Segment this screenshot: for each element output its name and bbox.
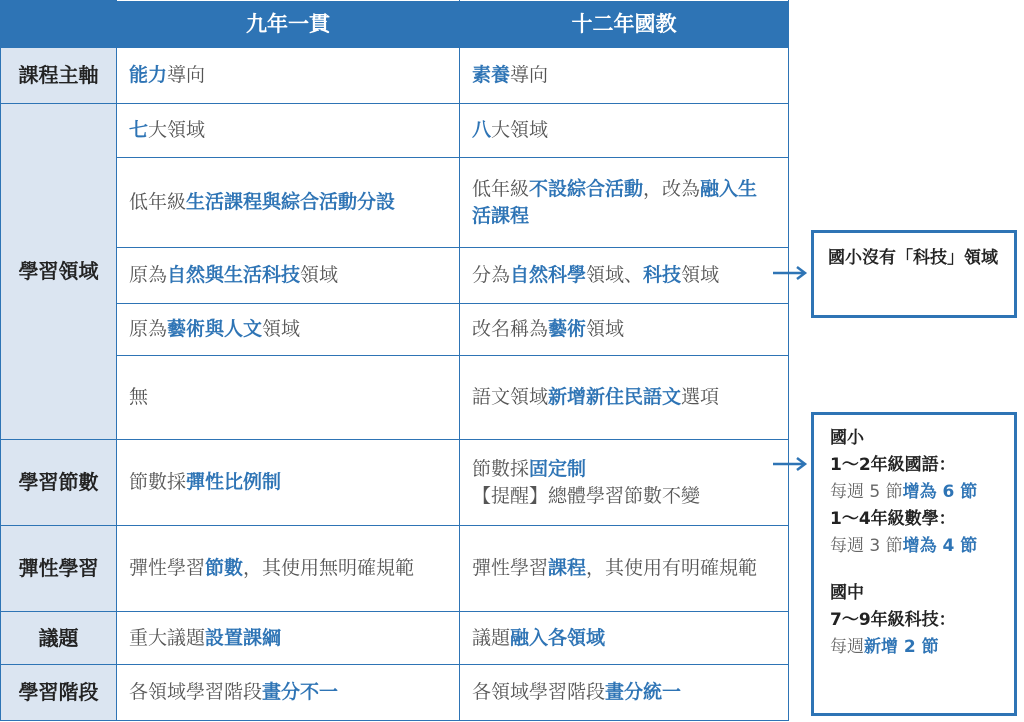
header-nine-year: 九年一貫 — [117, 1, 460, 48]
cell-nine-arts — [117, 304, 460, 356]
cell-twelve-issues — [460, 612, 789, 665]
cell-nine-domains — [117, 104, 460, 158]
cell-text: 彈性學習 — [129, 557, 206, 579]
cell-text: 節數採 — [472, 457, 530, 480]
highlight-text: 課程 — [548, 557, 587, 579]
row-header-issues: 議題 — [1, 612, 117, 665]
note-elementary-title: 國小 — [830, 428, 864, 448]
header-twelve-year: 十二年國教 — [460, 1, 789, 48]
cell-nine-issues — [117, 612, 460, 665]
highlight-text: 素養 — [472, 64, 511, 86]
highlight-text: 固定制 — [529, 457, 587, 480]
highlight-text: 融入各領域 — [510, 626, 606, 649]
cell-text: 語文領域 — [472, 386, 549, 408]
cell-text: 議題 — [472, 626, 511, 649]
highlight-text: 融入生活課程 — [472, 177, 758, 227]
table-row — [1, 48, 789, 104]
cell-text: 大領域 — [491, 119, 549, 141]
table-row — [1, 612, 789, 665]
highlight-text: 八 — [472, 119, 492, 141]
cell-text: 領域 — [586, 318, 625, 340]
table-row — [1, 356, 789, 440]
cell-nine-lower-grade — [117, 158, 460, 248]
highlight-text: 彈性比例制 — [186, 471, 282, 493]
cell-text: 各領域學習階段 — [129, 681, 263, 703]
cell-text: 大領域 — [148, 119, 206, 141]
highlight-text: 科技 — [643, 264, 682, 286]
cell-text: 重大議題 — [129, 626, 206, 649]
highlight-text: 增為 6 節 — [902, 482, 978, 502]
cell-text: 分為 — [472, 264, 511, 286]
cell-twelve-lower-grade — [460, 158, 789, 248]
highlight-text: 藝術與人文 — [167, 318, 263, 340]
cell-nine-science — [117, 248, 460, 304]
table-row — [1, 304, 789, 356]
cell-text: 領域 — [300, 264, 339, 286]
cell-text: 導向 — [510, 64, 549, 86]
cell-twelve-language — [460, 356, 789, 440]
cell-twelve-science — [460, 248, 789, 304]
note-grade12-title: 1～2年級國語： — [830, 455, 956, 475]
cell-text: 低年級 — [472, 177, 530, 200]
row-header-learning-domain: 學習領域 — [1, 104, 117, 440]
cell-text: 節數採 — [129, 471, 187, 493]
cell-text: 領域 — [262, 318, 301, 340]
cell-text: ，改為 — [643, 177, 701, 200]
cell-text: 彈性學習 — [472, 557, 549, 579]
table-corner — [1, 1, 117, 48]
cell-text: 各領域學習階段 — [472, 681, 606, 703]
cell-twelve-flexible — [460, 526, 789, 612]
highlight-text: 藝術 — [548, 318, 587, 340]
row-header-flexible-learning: 彈性學習 — [1, 526, 117, 612]
table-row — [1, 158, 789, 248]
table-row — [1, 440, 789, 526]
cell-twelve-domains — [460, 104, 789, 158]
highlight-text: 節數 — [205, 557, 244, 579]
cell-nine-stage — [117, 665, 460, 721]
highlight-text: 生活課程與綜合活動分設 — [186, 191, 396, 213]
highlight-text: 新增 2 節 — [864, 637, 939, 657]
note-grade12-detail — [830, 479, 998, 506]
cell-nine-flexible — [117, 526, 460, 612]
note-hours-change — [811, 412, 1017, 716]
table-row — [1, 526, 789, 612]
note-grade14-title: 1～4年級數學： — [830, 509, 956, 529]
highlight-text: 能力 — [129, 64, 168, 86]
cell-nine-curriculum — [117, 48, 460, 104]
highlight-text: 七 — [129, 119, 149, 141]
cell-nine-hours — [117, 440, 460, 526]
note-text: 每週 — [830, 637, 864, 657]
note-text: 每週 5 節 — [830, 482, 903, 502]
highlight-text: 新增新住民語文 — [548, 386, 682, 408]
highlight-text: 畫分統一 — [605, 681, 682, 703]
note-tech-text: 國小沒有「科技」領域 — [828, 248, 998, 268]
highlight-text: 畫分不一 — [262, 681, 339, 703]
cell-twelve-stage — [460, 665, 789, 721]
cell-text: ，其使用無明確規範 — [243, 557, 415, 579]
note-text: 每週 3 節 — [830, 536, 903, 556]
table-row — [1, 665, 789, 721]
cell-text: 低年級 — [129, 191, 187, 213]
highlight-text: 自然與生活科技 — [167, 264, 301, 286]
arrow-right-icon — [773, 265, 813, 281]
note-no-tech — [811, 230, 1017, 318]
cell-text: 選項 — [681, 386, 720, 408]
highlight-text: 增為 4 節 — [902, 536, 978, 556]
row-header-curriculum: 課程主軸 — [1, 48, 117, 104]
highlight-text: 自然科學 — [510, 264, 587, 286]
cell-text: 領域 — [681, 264, 720, 286]
cell-text: 導向 — [167, 64, 206, 86]
highlight-text: 不設綜合活動 — [529, 177, 644, 200]
cell-text: 原為 — [129, 264, 168, 286]
note-grade79-detail — [830, 634, 998, 661]
cell-nine-language: 無 — [117, 356, 460, 440]
table-row — [1, 248, 789, 304]
table-row — [1, 104, 789, 158]
cell-twelve-curriculum — [460, 48, 789, 104]
cell-text: ，其使用有明確規範 — [586, 557, 758, 579]
cell-twelve-hours — [460, 440, 789, 526]
cell-text: 原為 — [129, 318, 168, 340]
highlight-text: 設置課綱 — [205, 626, 282, 649]
arrow-right-icon — [773, 456, 813, 472]
row-header-learning-hours: 學習節數 — [1, 440, 117, 526]
reminder-text: 【提醒】總體學習節數不變 — [472, 484, 701, 507]
cell-text: 改名稱為 — [472, 318, 549, 340]
note-grade14-detail — [830, 533, 998, 560]
cell-twelve-arts — [460, 304, 789, 356]
row-header-learning-stage: 學習階段 — [1, 665, 117, 721]
note-junior-title: 國中 — [830, 583, 864, 603]
cell-text: 領域、 — [586, 264, 644, 286]
note-grade79-title: 7～9年級科技： — [830, 610, 956, 630]
